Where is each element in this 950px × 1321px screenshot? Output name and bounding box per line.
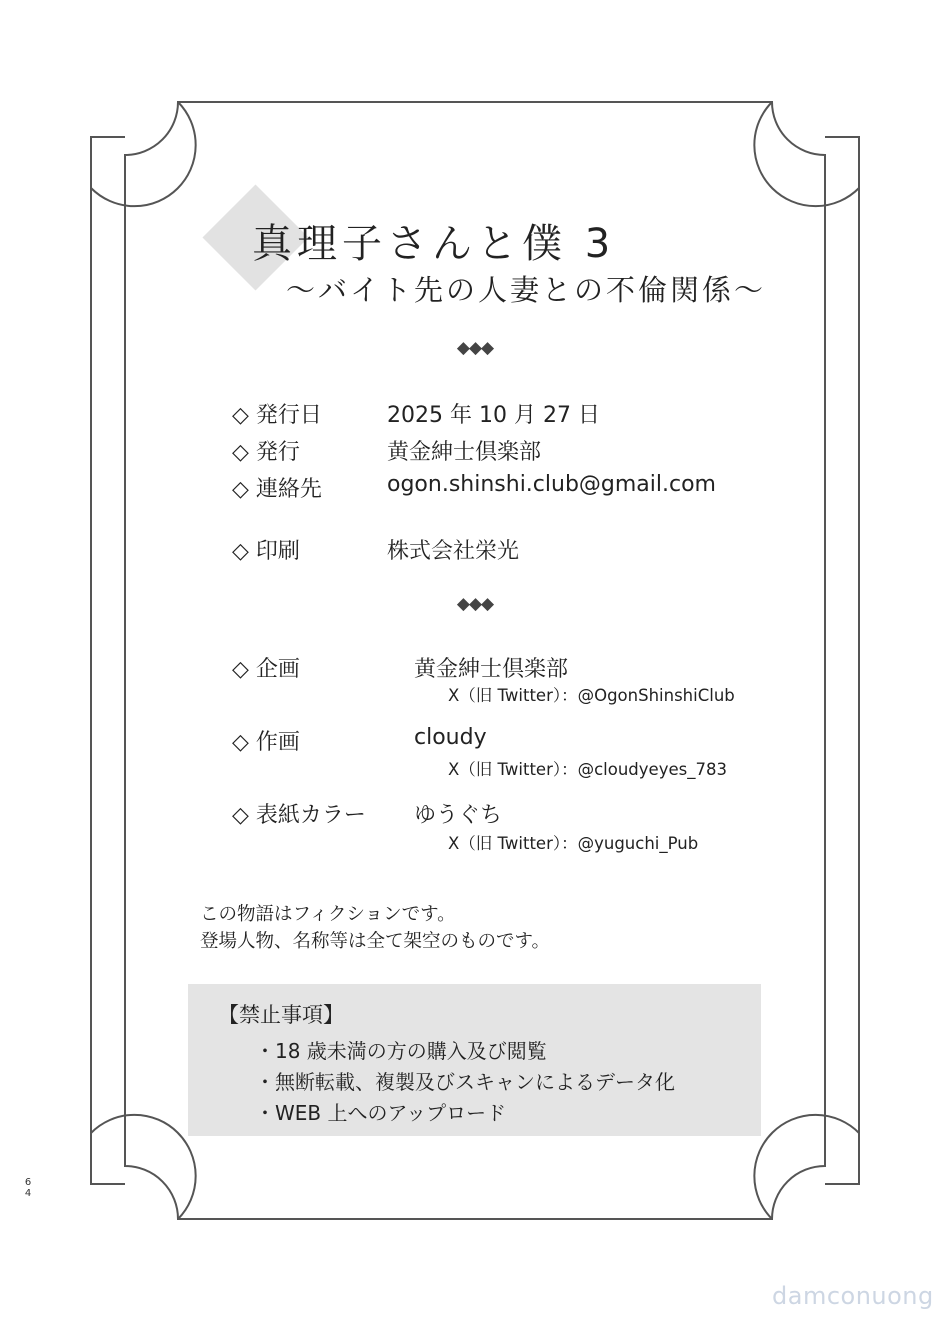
contact-label: ◇ 連絡先 [232,477,322,502]
credit-planning-label: ◇ 企画 [232,657,300,682]
credit-art-name: cloudy [414,725,487,750]
prohibited-heading: 【禁止事項】 [218,1003,344,1027]
page-number-digit: 4 [24,1188,32,1199]
frame-left-band [91,137,125,1184]
issue-date-label: ◇ 発行日 [232,403,322,428]
separator-middle: ◆◆◆ [456,594,494,614]
credit-cover-name: ゆうぐち [414,803,503,828]
prohibited-item: ・WEB 上へのアップロード [255,1101,507,1125]
fiction-notice-line2: 登場人物、名称等は全て架空のものです。 [200,931,551,952]
publisher-value: 黄金紳士倶楽部 [387,440,542,465]
frame-bottom-right-arc [754,1115,859,1219]
credit-art-label: ◇ 作画 [232,730,300,755]
frame-top-left-arc [91,102,196,206]
book-title: 真理子さんと僕 3 [252,221,616,267]
contact-value: ogon.shinshi.club@gmail.com [387,472,716,497]
fiction-notice-line1: この物語はフィクションです。 [200,904,456,925]
page-number [22,1177,34,1199]
credit-cover-label: ◇ 表紙カラー [232,803,366,828]
credit-planning-name: 黄金紳士倶楽部 [414,657,569,682]
prohibited-item: ・無断転載、複製及びスキャンによるデータ化 [255,1070,675,1094]
issue-date-value: 2025 年 10 月 27 日 [387,403,600,428]
separator-top: ◆◆◆ [456,338,494,358]
frame-bottom-left-arc [91,1115,196,1219]
credit-planning-handle: X（旧 Twitter）：@OgonShinshiClub [448,686,735,705]
printer-label: ◇ 印刷 [232,539,300,564]
credit-cover-handle: X（旧 Twitter）：@yuguchi_Pub [448,834,699,853]
book-subtitle: ～バイト先の人妻との不倫関係～ [286,273,767,307]
credit-art-handle: X（旧 Twitter）：@cloudyeyes_783 [448,760,727,779]
watermark-text: damconuong [772,1282,934,1310]
frame-top-right-arc [754,102,859,206]
prohibited-item: ・18 歳未満の方の購入及び閲覧 [255,1039,547,1063]
publisher-label: ◇ 発行 [232,440,300,465]
page-number-digit: 6 [24,1177,32,1188]
frame-right-band [825,137,859,1184]
printer-value: 株式会社栄光 [387,539,520,564]
